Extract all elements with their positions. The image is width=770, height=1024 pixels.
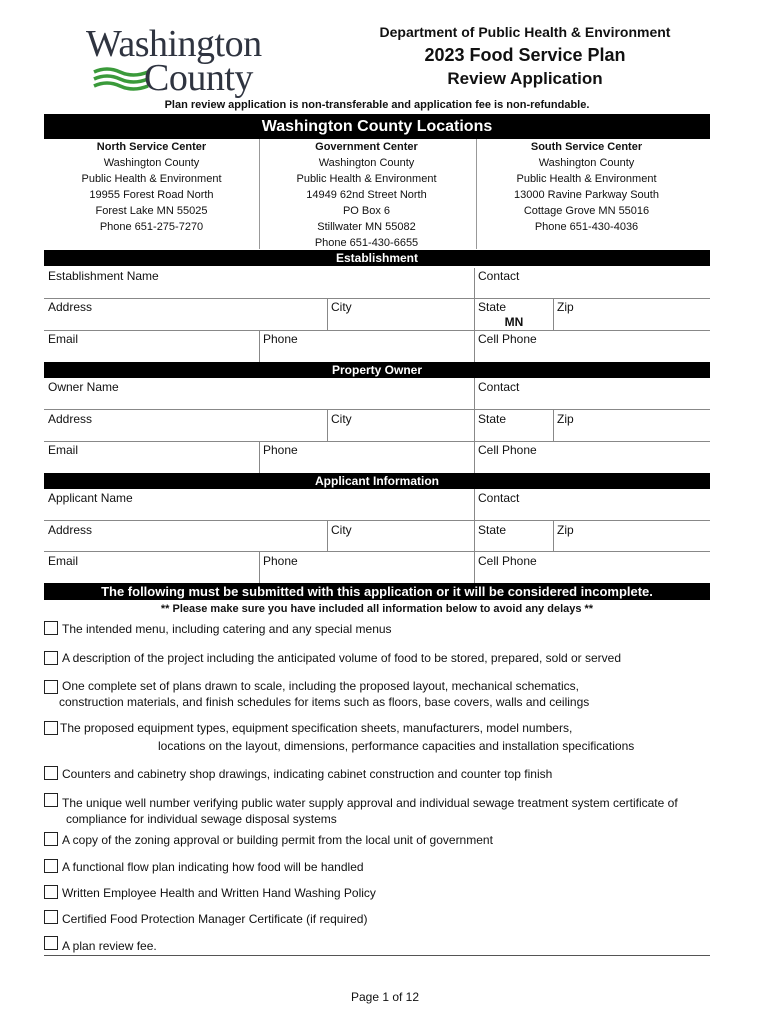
establishment-address-field[interactable] (44, 300, 326, 328)
owner-contact-field[interactable] (474, 380, 710, 408)
owner-name-field[interactable] (44, 380, 474, 408)
owner-email-field[interactable] (44, 443, 259, 471)
applicant-zip-field[interactable] (553, 523, 710, 551)
department-name: Department of Public Health & Environment (379, 24, 671, 40)
column-divider (553, 298, 554, 330)
requirement-text: A copy of the zoning approval or building permit from the local unit of government (62, 833, 493, 847)
field-label: City (331, 300, 352, 314)
column-divider (259, 139, 260, 249)
applicant-email-field[interactable] (44, 554, 259, 582)
field-label: Email (48, 554, 79, 568)
center-line: Forest Lake MN 55025 (95, 205, 208, 217)
requirement-text-line: compliance for individual sewage disposal systems (66, 812, 337, 826)
zoning-checkbox[interactable] (44, 832, 58, 846)
column-divider (553, 409, 554, 441)
field-label: Phone (263, 443, 298, 457)
applicant-cell-phone-field[interactable] (474, 554, 710, 582)
owner-state-field[interactable] (474, 412, 554, 440)
requirement-text: A functional flow plan indicating how food will be handled (62, 860, 364, 874)
requirement-text: Certified Food Protection Manager Certificate (if required) (62, 912, 368, 926)
column-divider (259, 551, 260, 583)
requirement-text-line: construction materials, and finish schedules for items such as floors, base covers, walls and ceilings (59, 695, 590, 709)
field-label: Cell Phone (478, 443, 537, 457)
center-line: PO Box 6 (342, 205, 391, 217)
field-label: Contact (478, 269, 520, 283)
owner-phone-field[interactable] (259, 443, 474, 471)
center-line: Phone 651-430-4036 (534, 221, 639, 233)
field-label: Address (48, 523, 93, 537)
center-line: 14949 62nd Street North (306, 189, 427, 201)
requirement-text: A description of the project including the anticipated volume of food to be stored, prepared, sold or served (62, 651, 622, 665)
requirement-text (62, 678, 712, 694)
establishment-city-field[interactable] (327, 300, 474, 328)
applicant-information-header: Applicant Information (44, 473, 710, 489)
field-label: Address (48, 300, 93, 314)
south-service-center (479, 139, 694, 235)
row-divider (44, 298, 710, 299)
property-owner-header: Property Owner (44, 362, 710, 378)
owner-cell-phone-field[interactable] (474, 443, 710, 471)
counters-checkbox[interactable] (44, 766, 58, 780)
row-divider (44, 551, 710, 552)
field-label: Contact (478, 491, 520, 505)
field-label: Phone (263, 554, 298, 568)
center-name: North Service Center (96, 141, 207, 153)
center-line: 13000 Ravine Parkway South (514, 189, 659, 201)
requirements-header: The following must be submitted with this application or it will be considered incomplete. (44, 583, 710, 600)
field-label: Zip (557, 412, 574, 426)
field-label: City (331, 412, 352, 426)
center-name: South Service Center (530, 141, 643, 153)
requirement-text-line: The unique well number verifying public water supply approval and individual sewage treatment system certificate of (62, 796, 678, 810)
center-line: Stillwater MN 55082 (317, 221, 416, 233)
field-label: State (478, 300, 507, 314)
non-transferable-notice: Plan review application is non-transferable and application fee is non-refundable. (164, 99, 590, 111)
logo-word-county: County (144, 57, 253, 99)
center-line: Phone 651-275-7270 (99, 221, 204, 233)
owner-city-field[interactable] (327, 412, 474, 440)
column-divider (553, 520, 554, 552)
field-label: State (478, 523, 507, 537)
north-service-center (44, 139, 259, 235)
row-divider (44, 441, 710, 442)
center-line: Washington County (318, 157, 415, 169)
plan-fee-checkbox[interactable] (44, 936, 58, 950)
government-center (259, 139, 474, 251)
center-name: Government Center (315, 141, 418, 153)
field-label: State (478, 412, 507, 426)
column-divider (476, 139, 477, 249)
column-divider (327, 298, 328, 330)
requirement-text: A plan review fee. (62, 939, 157, 953)
page-number: Page 1 of 12 (350, 990, 420, 1004)
cfpm-checkbox[interactable] (44, 910, 58, 924)
column-divider (259, 330, 260, 362)
field-label: Establishment Name (48, 269, 159, 283)
center-line: Cottage Grove MN 55016 (523, 205, 650, 217)
requirement-text: Counters and cabinetry shop drawings, indicating cabinet construction and counter top finish (62, 767, 553, 781)
locations-panel (44, 139, 710, 249)
requirement-text: The intended menu, including catering and any special menus (62, 622, 392, 636)
field-label: Email (48, 332, 79, 346)
owner-zip-field[interactable] (553, 412, 710, 440)
center-line: Public Health & Environment (296, 173, 437, 185)
center-line: Phone 651-430-6655 (314, 237, 419, 249)
establishment-zip-field[interactable] (553, 300, 710, 328)
field-label: Phone (263, 332, 298, 346)
establishment-name-field[interactable] (44, 269, 474, 297)
owner-address-field[interactable] (44, 412, 326, 440)
washington-county-logo (86, 24, 276, 98)
center-line: Public Health & Environment (516, 173, 657, 185)
logo-word-washington: Washington (86, 23, 262, 65)
field-label: Cell Phone (478, 554, 537, 568)
field-label: Contact (478, 380, 520, 394)
field-label: Owner Name (48, 380, 119, 394)
field-label: Zip (557, 300, 574, 314)
equipment-checkbox[interactable] (44, 721, 58, 735)
field-label: Cell Phone (478, 332, 537, 346)
requirement-text-line: locations on the layout, dimensions, performance capacities and installation specifications (158, 739, 635, 753)
state-value: MN (504, 315, 524, 329)
establishment-phone-field[interactable] (259, 332, 474, 360)
applicant-phone-field[interactable] (259, 554, 474, 582)
locations-header: Washington County Locations (44, 114, 710, 139)
column-divider (474, 268, 475, 362)
applicant-name-field[interactable] (44, 491, 474, 519)
logo-wave-icon (92, 64, 152, 94)
flow-plan-checkbox[interactable] (44, 859, 58, 873)
requirement-text: Written Employee Health and Written Hand Washing Policy (62, 886, 376, 900)
establishment-cell-phone-field[interactable] (474, 332, 710, 360)
row-divider (44, 330, 710, 331)
establishment-contact-field[interactable] (474, 269, 710, 297)
establishment-email-field[interactable] (44, 332, 259, 360)
column-divider (474, 489, 475, 583)
bottom-rule (44, 955, 710, 956)
column-divider (327, 520, 328, 552)
establishment-header: Establishment (44, 250, 710, 266)
requirement-text-line: One complete set of plans drawn to scale, including the proposed layout, mechanical schematics, (62, 679, 579, 693)
row-divider (44, 409, 710, 410)
center-line: Washington County (538, 157, 635, 169)
field-label: City (331, 523, 352, 537)
menu-checkbox[interactable] (44, 621, 58, 635)
row-divider (44, 520, 710, 521)
field-label: Zip (557, 523, 574, 537)
applicant-state-field[interactable] (474, 523, 554, 551)
applicant-contact-field[interactable] (474, 491, 710, 519)
form-title: 2023 Food Service Plan (424, 45, 626, 65)
requirements-subnotice: ** Please make sure you have included all information below to avoid any delays ** (160, 603, 594, 615)
column-divider (474, 378, 475, 473)
field-label: Email (48, 443, 79, 457)
requirement-text-line: The proposed equipment types, equipment specification sheets, manufacturers, model numbers, (60, 721, 573, 735)
column-divider (259, 441, 260, 473)
form-subtitle: Review Application (447, 69, 603, 88)
well-number-checkbox[interactable] (44, 793, 58, 807)
health-policy-checkbox[interactable] (44, 885, 58, 899)
applicant-address-field[interactable] (44, 523, 326, 551)
project-description-checkbox[interactable] (44, 651, 58, 665)
field-label: Applicant Name (48, 491, 133, 505)
field-label: Address (48, 412, 93, 426)
center-line: 19955 Forest Road North (89, 189, 214, 201)
center-line: Washington County (103, 157, 200, 169)
column-divider (327, 409, 328, 441)
applicant-city-field[interactable] (327, 523, 474, 551)
plans-checkbox[interactable] (44, 680, 58, 694)
center-line: Public Health & Environment (81, 173, 222, 185)
